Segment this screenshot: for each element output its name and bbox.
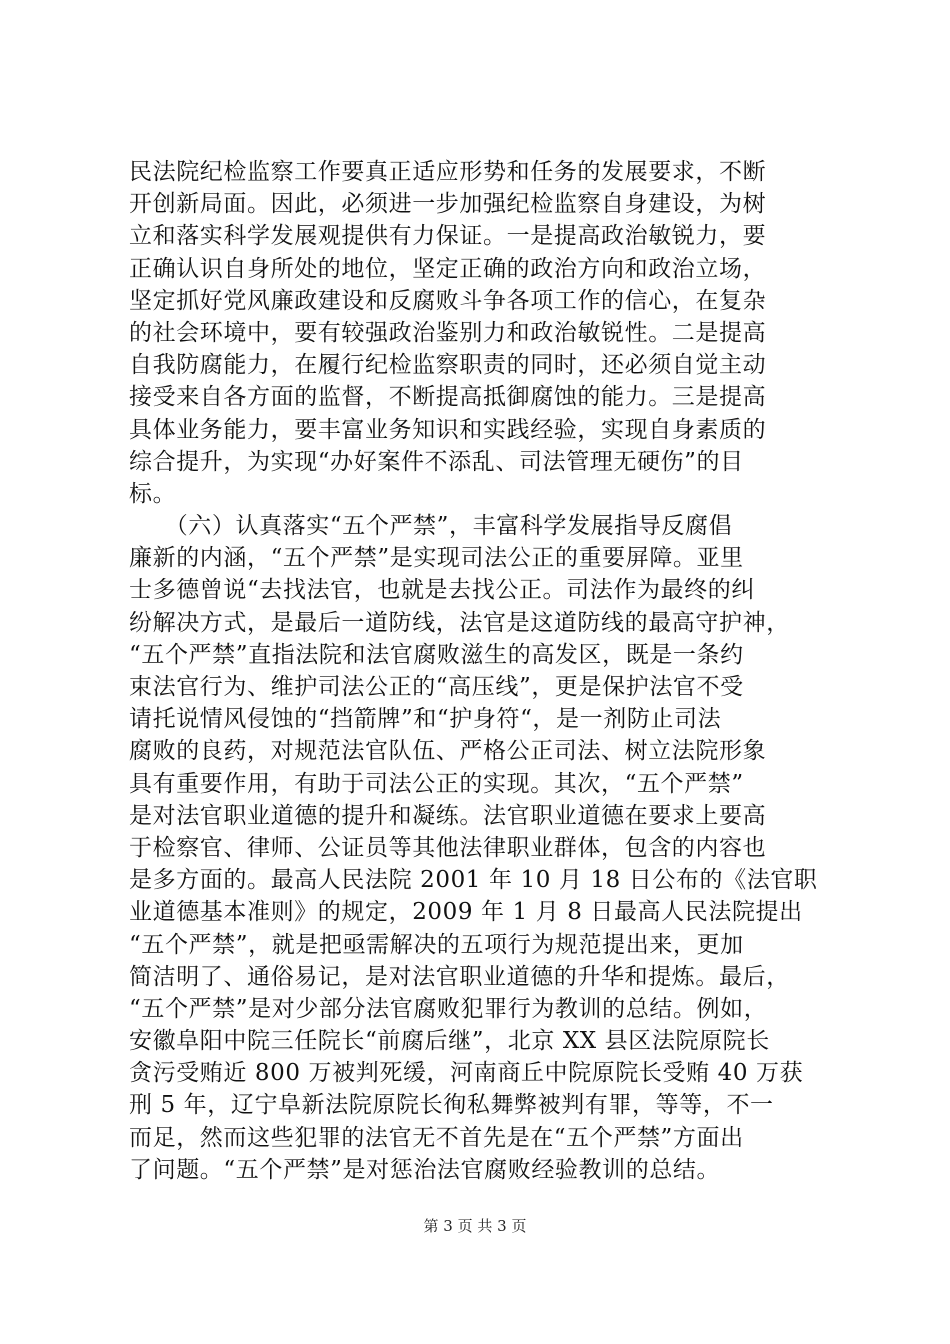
text-line: 士多德曾说“去找法官，也就是去找公正。司法作为最终的纠 [129,577,755,604]
text-line: 立和落实科学发展观提供有力保证。一是提高政治敏锐力，要 [129,223,767,250]
text-line: 腐败的良药，对规范法官队伍、严格公正司法、树立法院形象 [129,738,767,765]
page-footer [0,1215,950,1236]
text-line: 正确认识自身所处的地位，坚定正确的政治方向和政治立场， [129,255,767,282]
text-line: 刑 5 年，辽宁阜新法院原院长徇私舞弊被判有罪，等等，不一 [129,1092,774,1119]
text-line: 纷解决方式，是最后一道防线，法官是这道防线的最高守护神， [129,609,790,636]
text-line: （六）认真落实“五个严禁”，丰富科学发展指导反腐倡 [129,513,733,540]
text-line: 具有重要作用，有助于司法公正的实现。其次，“五个严禁” [129,770,744,797]
text-line: 简洁明了、通俗易记，是对法官职业道德的升华和提炼。最后， [129,963,790,990]
text-line: 标。 [129,480,177,507]
text-line: 业道德基本准则》的规定，2009 年 1 月 8 日最高人民法院提出 [129,899,803,926]
text-line: 了问题。“五个严禁”是对惩治法官腐败经验教训的总结。 [129,1156,721,1183]
text-line: 而足，然而这些犯罪的法官无不首先是在“五个严禁”方面出 [129,1124,744,1151]
text-line: 综合提升，为实现“办好案件不添乱、司法管理无硬伤”的目 [129,448,744,475]
text-line: 自我防腐能力，在履行纪检监察职责的同时，还必须自觉主动 [129,352,767,379]
text-line: 于检察官、律师、公证员等其他法律职业群体，包含的内容也 [129,834,767,861]
text-line: 安徽阜阳中院三任院长“前腐后继”，北京 XX 县区法院原院长 [129,1028,770,1055]
text-line: 是对法官职业道德的提升和凝练。法官职业道德在要求上要高 [129,802,767,829]
page-number-label: 第 3 页 共 3 页 [423,1217,527,1235]
text-line: “五个严禁”，就是把亟需解决的五项行为规范提出来，更加 [129,931,744,958]
text-line: 廉新的内涵，“五个严禁”是实现司法公正的重要屏障。亚里 [129,545,744,572]
text-line: “五个严禁”是对少部分法官腐败犯罪行为教训的总结。例如， [129,995,768,1022]
text-line: 贪污受贿近 800 万被判死缓，河南商丘中院原院长受贿 40 万获 [129,1060,804,1087]
text-line: 民法院纪检监察工作要真正适应形势和任务的发展要求，不断 [129,159,767,185]
text-line: 的社会环境中，要有较强政治鉴别力和政治敏锐性。二是提高 [129,319,767,346]
text-line: 请托说情风侵蚀的“挡箭牌”和“护身符“，是一剂防止司法 [129,706,722,733]
text-line: 坚定抓好党风廉政建设和反腐败斗争各项工作的信心，在复杂 [129,287,767,314]
text-line: 是多方面的。最高人民法院 2001 年 10 月 18 日公布的《法官职 [129,867,818,894]
body-text [129,156,829,1186]
text-line: 接受来自各方面的监督，不断提高抵御腐蚀的能力。三是提高 [129,384,767,411]
text-line: 具体业务能力，要丰富业务知识和实践经验，实现自身素质的 [129,416,767,443]
text-line: “五个严禁”直指法院和法官腐败滋生的高发区，既是一条约 [129,641,744,668]
text-line: 束法官行为、维护司法公正的“高压线”，更是保护法官不受 [129,674,744,700]
text-line: 开创新局面。因此，必须进一步加强纪检监察自身建设，为树 [129,191,767,218]
